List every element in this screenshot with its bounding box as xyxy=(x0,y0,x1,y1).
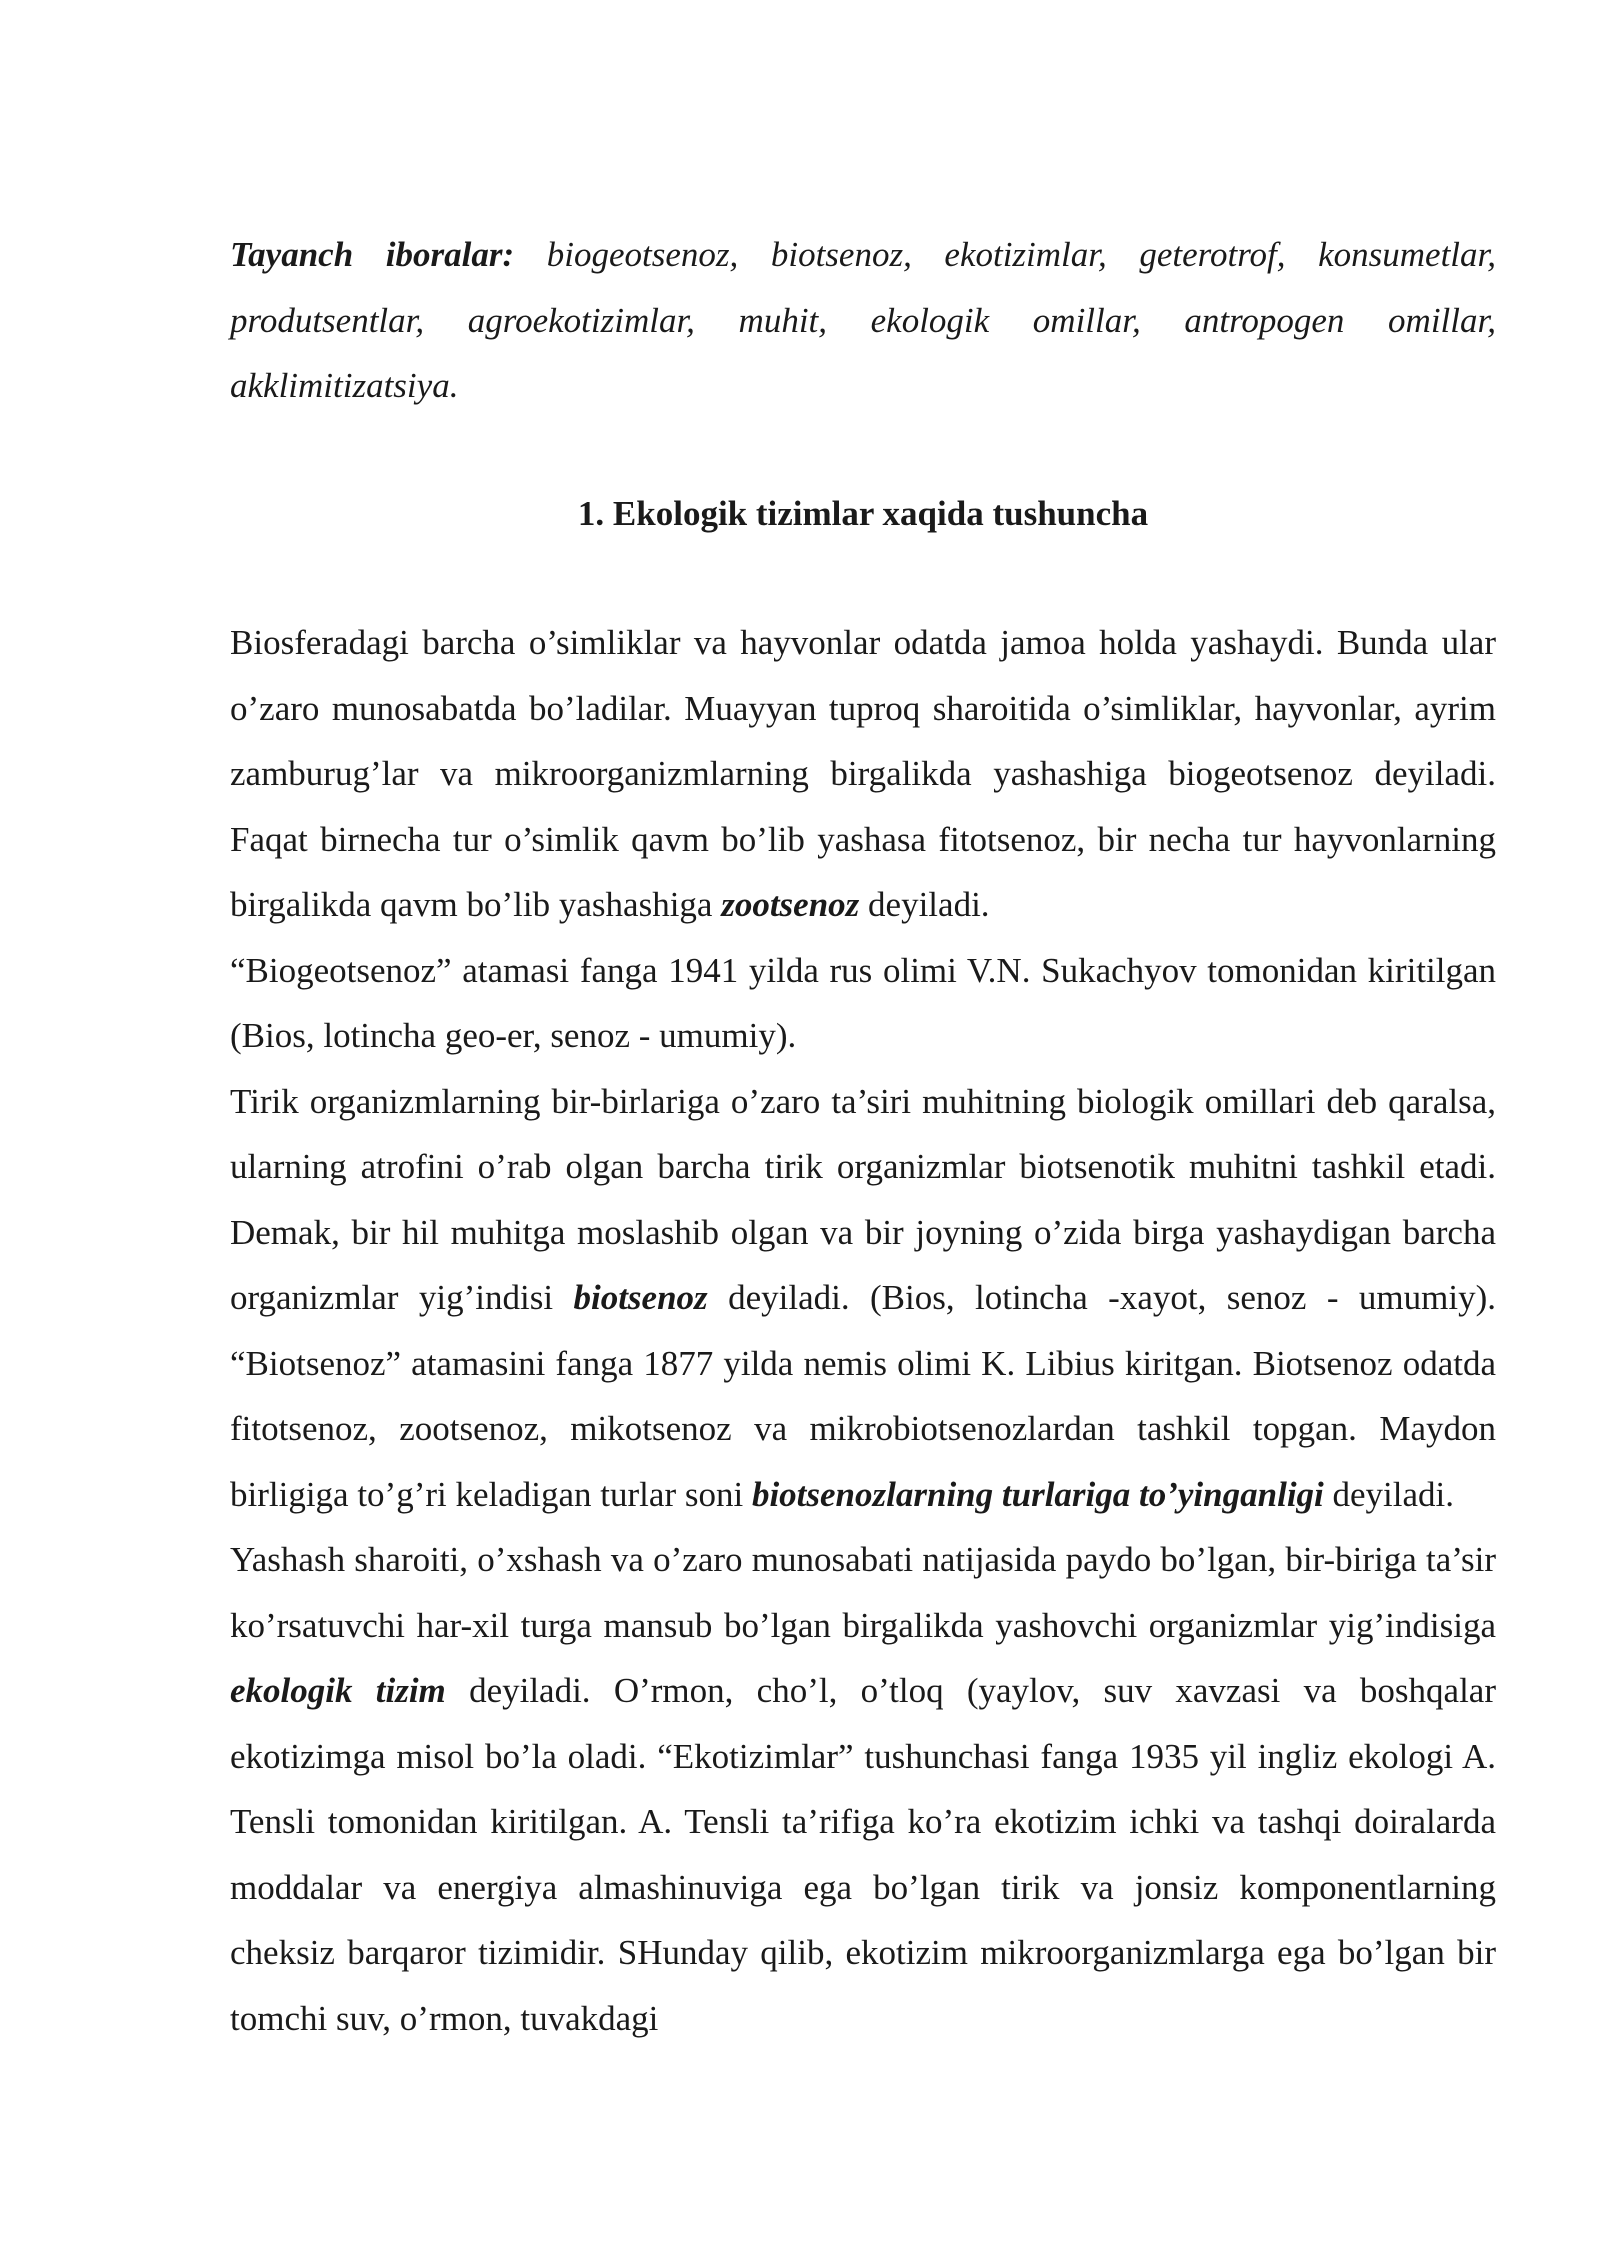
section-heading: 1. Ekologik tizimlar xaqida tushuncha xyxy=(577,493,1149,533)
paragraph-text: Biosferadagi barcha o’simliklar va hayvonlar odatda jamoa holda yashaydi. Bunda ular o’zaro munosabatda bo’ladilar. Muayyan tuproq sharoitida o’simliklar, hayvonlar, ayrim zamburug’lar va mikroorganizmlarning birgalikda yashashiga biogeotsenoz deyiladi. Faqat birnecha tur o’simlik qavm bo’lib yashasa fitotsenoz, bir necha tur hayvonlarning birgalikda qavm bo’lib yashashiga xyxy=(230,623,1496,924)
document-page xyxy=(230,222,1496,2051)
paragraph-text: Tirik organizmlarning bir-birlariga o’zaro ta’siri muhitning biologik omillari deb qaralsa, ularning atrofini o’rab olgan barcha tirik organizmlar biotsenotik muhitni tashkil etadi. Demak, bir hil muhitga moslashib olgan va bir joyning o’zida birga yashaydigan barcha organizmlar yig’indisi xyxy=(230,1081,1496,1317)
paragraph-sukachyov: “Biogeotsenoz” atamasi fanga 1941 yilda rus olimi V.N. Sukachyov tomonidan kiritilgan (Bios, lotincha geo-er, senoz - umumiy). xyxy=(230,950,1496,1055)
term-species-saturation: biotsenozlarning turlariga to’yinganligi xyxy=(751,1474,1324,1514)
term-zootsenoz: zootsenoz xyxy=(721,885,860,924)
term-ekologik-tizim: ekologik tizim xyxy=(230,1671,446,1710)
paragraph-ecosystem xyxy=(230,1527,1496,2051)
paragraph-text: Yashash sharoiti, o’xshash va o’zaro munosabati natijasida paydo bo’lgan, bir-biriga ta’sir ko’rsatuvchi har-xil turga mansub bo’lgan birgalikda yashovchi organizmlar yig’indisiga xyxy=(230,1540,1496,1645)
paragraph-text: deyiladi. (Bios, lotincha -xayot, senoz - umumiy). “Biotsenoz” atamasini fanga 1877 yilda nemis olimi K. Libius kiritgan. Biotsenoz odatda fitotsenoz, zootsenoz, mikotsenoz va mikrobiotsenozlardan tashkil topgan. Maydon birligiga to’g’ri keladigan turlar soni xyxy=(230,1278,1496,1514)
paragraph-text: deyiladi. O’rmon, cho’l, o’tloq (yaylov, suv xavzasi va boshqalar ekotizimga misol bo’la oladi. “Ekotizimlar” tushunchasi fanga 1935 yil ingliz ekologi A. Tensli tomonidan kiritilgan. A. Tensli ta’rifiga ko’ra ekotizim ichki va tashqi doiralarda moddalar va energiya almashinuviga ega bo’lgan tirik va jonsiz komponentlarning cheksiz barqaror tizimidir. SHunday qilib, ekotizim mikroorganizmlarga ega bo’lgan bir tomchi suv, o’rmon, tuvakdagi xyxy=(230,1671,1497,2038)
paragraph-text: deyiladi. xyxy=(868,885,990,924)
paragraph-biotsenoz xyxy=(230,1069,1496,1528)
paragraph-biogeotsenoz xyxy=(230,610,1496,938)
keywords-label: Tayanch iboralar: xyxy=(230,235,515,274)
term-biotsenoz: biotsenoz xyxy=(573,1278,708,1317)
paragraph-text: deyiladi. xyxy=(1332,1474,1455,1514)
keywords-paragraph xyxy=(230,222,1496,419)
keywords-text: biogeotsenoz, biotsenoz, ekotizimlar, geterotrof, konsumetlar, produtsentlar, agroekotizimlar, muhit, ekologik omillar, antropogen omillar, akklimitizatsiya. xyxy=(230,235,1497,405)
